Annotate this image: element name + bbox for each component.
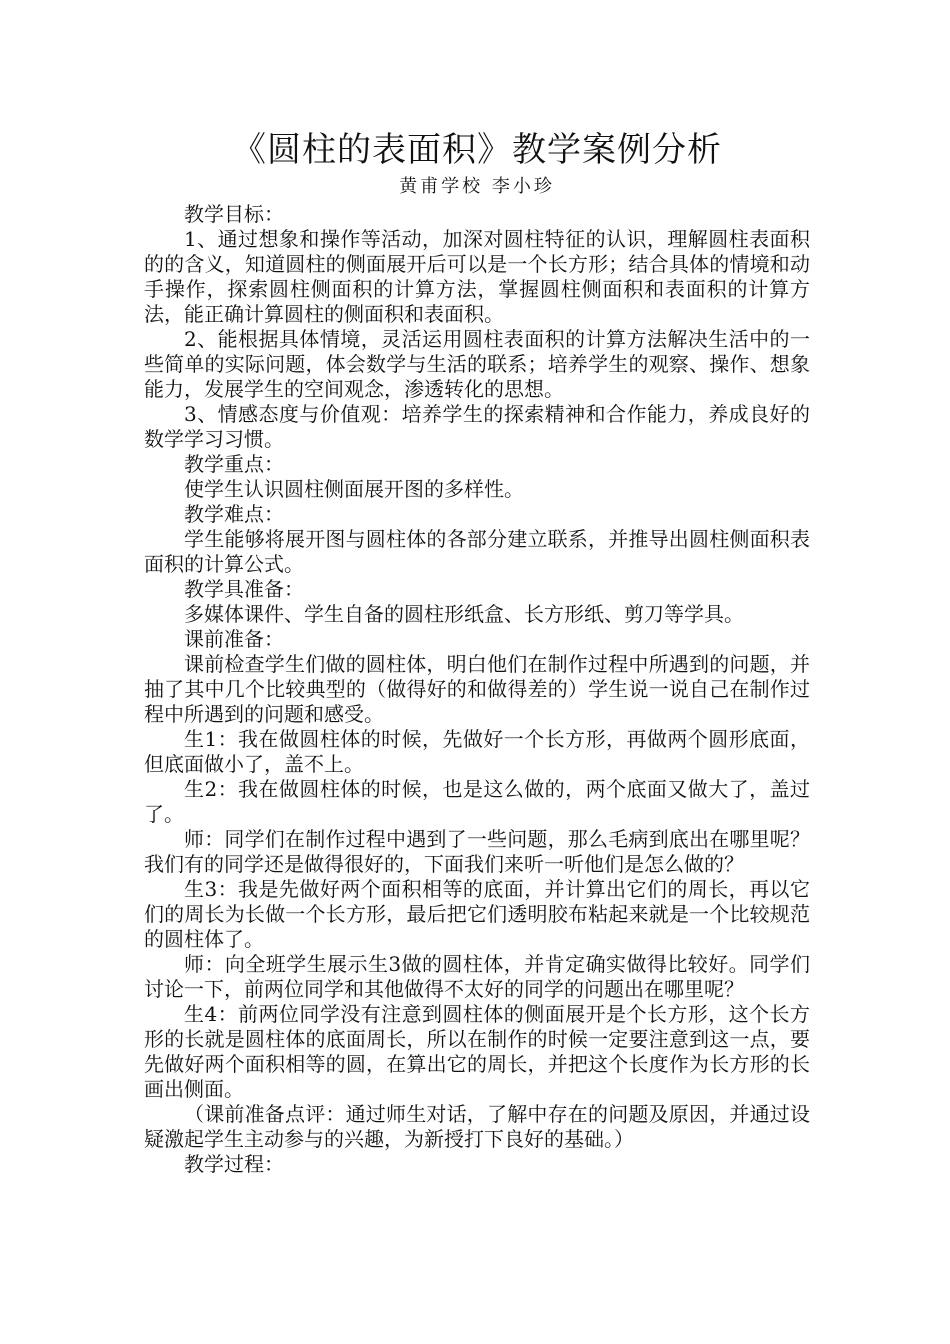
dialogue-student-1: 生1：我在做圆柱体的时候，先做好一个长方形，再做两个圆形底面，但底面做小了，盖不上。 <box>144 727 810 776</box>
dialogue-student-3: 生3：我是先做好两个面积相等的底面，并计算出它们的周长，再以它们的周长为长做一个长方形，最后把它们透明胶布粘起来就是一个比较规范的圆柱体了。 <box>144 877 810 951</box>
key-points-text: 使学生认识圆柱侧面展开图的多样性。 <box>184 477 524 501</box>
heading-difficulties: 教学难点： <box>184 502 284 526</box>
dialogue-teacher-2: 师：向全班学生展示生3做的圆柱体，并肯定确实做得比较好。同学们讨论一下，前两位同学和其他做得不太好的同学的问题出在哪里呢？ <box>144 952 810 1001</box>
dialogue-teacher-1: 师：同学们在制作过程中遇到了一些问题，那么毛病到底出在哪里呢？我们有的同学还是做得很好的，下面我们来听一听他们是怎么做的？ <box>144 827 810 876</box>
heading-preparation: 课前准备： <box>184 627 284 651</box>
heading-process: 教学过程： <box>184 1152 284 1176</box>
materials-text: 多媒体课件、学生自备的圆柱形纸盒、长方形纸、剪刀等学具。 <box>184 602 744 626</box>
document-page <box>144 126 810 1177</box>
objective-1: 1、通过想象和操作等活动，加深对圆柱特征的认识，理解圆柱表面积的的含义，知道圆柱的侧面展开后可以是一个长方形；结合具体的情境和动手操作，探索圆柱侧面积的计算方法，掌握圆柱侧面积和表面积的计算方法，能正确计算圆柱的侧面积和表面积。 <box>144 227 810 326</box>
document-body <box>144 202 810 1177</box>
dialogue-student-4: 生4：前两位同学没有注意到圆柱体的侧面展开是个长方形，这个长方形的长就是圆柱体的底面周长，所以在制作的时候一定要注意到这一点，要先做好两个面积相等的圆，在算出它的周长，并把这个长度作为长方形的长画出侧面。 <box>144 1002 810 1101</box>
objective-2: 2、能根据具体情境，灵活运用圆柱表面积的计算方法解决生活中的一些简单的实际问题，体会数学与生活的联系；培养学生的观察、操作、想象能力，发展学生的空间观念，渗透转化的思想。 <box>144 327 810 401</box>
heading-objectives: 教学目标： <box>184 202 284 226</box>
preparation-comment: （课前准备点评：通过师生对话，了解中存在的问题及原因，并通过设疑激起学生主动参与的兴趣，为新授打下良好的基础。） <box>144 1102 810 1151</box>
author-line: 黄甫学校 李小珍 <box>399 176 555 197</box>
objective-3: 3、情感态度与价值观：培养学生的探索精神和合作能力，养成良好的数学学习习惯。 <box>144 402 810 451</box>
heading-key-points: 教学重点： <box>184 452 284 476</box>
dialogue-student-2: 生2：我在做圆柱体的时候，也是这么做的，两个底面又做大了，盖过了。 <box>144 777 810 826</box>
preparation-text: 课前检查学生们做的圆柱体，明白他们在制作过程中所遇到的问题，并抽了其中几个比较典型的（做得好的和做得差的）学生说一说自己在制作过程中所遇到的问题和感受。 <box>144 652 810 726</box>
document-title: 《圆柱的表面积》教学案例分析 <box>232 130 722 170</box>
difficulties-text: 学生能够将展开图与圆柱体的各部分建立联系，并推导出圆柱侧面积表面积的计算公式。 <box>144 527 810 576</box>
heading-materials: 教学具准备： <box>184 577 304 601</box>
